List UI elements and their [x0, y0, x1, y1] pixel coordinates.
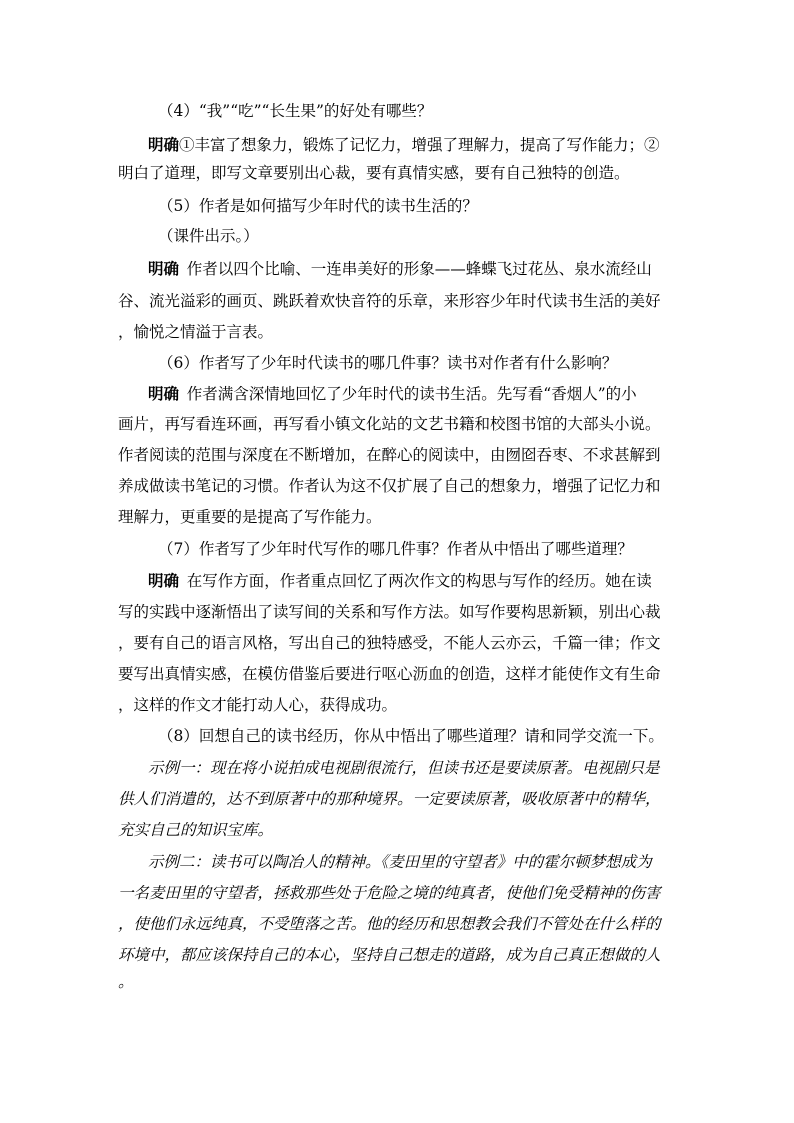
example-2-line-2: 一名麦田里的守望者，拯救那些处于危险之境的纯真者，使他们免受精神的伤害	[118, 884, 661, 902]
example-label: 示例二：	[148, 853, 211, 871]
answer-label: 明确	[148, 385, 180, 403]
answer-label: 明确	[148, 136, 180, 154]
answer-6-line-1: 明确 作者满含深情地回忆了少年时代的读书生活。先写看“香烟人”的小	[148, 385, 637, 403]
question-5: （5）作者是如何描写少年时代的读书生活的？	[158, 197, 478, 215]
answer-6-line-2: 画片，再写看连环画，再写看小镇文化站的文艺书籍和校图书馆的大部头小说。	[118, 415, 661, 433]
answer-4-line-1: 明确①丰富了想象力，锻炼了记忆力，增强了理解力，提高了写作能力；②	[148, 136, 660, 154]
answer-7-line-4: 要写出真情实感，在模仿借鉴后要进行呕心沥血的创造，这样才能使作文有生命	[118, 665, 661, 683]
example-2-line-5: 。	[118, 973, 134, 991]
example-1-line-2: 供人们消遣的，达不到原著中的那种境界。一定要读原著，吸收原著中的精华，	[118, 790, 661, 808]
answer-7-line-1: 明确 在写作方面，作者重点回忆了两次作文的构思与写作的经历。她在读	[148, 572, 652, 590]
answer-label: 明确	[148, 572, 180, 590]
example-2-line-1: 示例二：读书可以陶冶人的精神。《麦田里的守望者》中的霍尔顿梦想成为	[148, 853, 652, 871]
example-2-line-3: ，使他们永远纯真，不受堕落之苦。他的经历和思想教会我们不管处在什么样的	[118, 915, 661, 933]
answer-6-line-3: 作者阅读的范围与深度在不断增加，在醉心的阅读中，由囫囵吞枣、不求甚解到	[118, 446, 661, 464]
question-6: （6）作者写了少年时代读书的哪几件事？读书对作者有什么影响？	[158, 354, 618, 372]
question-4: （4）“我”“吃”“长生果”的好处有哪些？	[158, 102, 433, 120]
answer-7-line-3: ，要有自己的语言风格，写出自己的独特感受，不能人云亦云，千篇一律；作文	[118, 634, 661, 652]
example-1-line-3: 充实自己的知识宝库。	[118, 821, 274, 839]
answer-5-line-2: 谷、流光溢彩的画页、跳跃着欢快音符的乐章，来形容少年时代读书生活的美好	[118, 292, 661, 310]
answer-7-line-2: 写的实践中逐渐悟出了读写间的关系和写作方法。如写作要构思新颖，别出心裁	[118, 603, 661, 621]
answer-4-line-2: 明白了道理，即写文章要别出心裁，要有真情实感，要有自己独特的创造。	[118, 164, 630, 182]
answer-label: 明确	[148, 260, 180, 278]
question-8: （8）回想自己的读书经历，你从中悟出了哪些道理？请和同学交流一下。	[158, 727, 664, 745]
answer-5-line-1: 明确 作者以四个比喻、一连串美好的形象——蜂蝶飞过花丛、泉水流经山	[148, 260, 652, 278]
answer-6-line-5: 理解力，更重要的是提高了写作能力。	[118, 508, 382, 526]
answer-6-line-4: 养成做读书笔记的习惯。作者认为这不仅扩展了自己的想象力，增强了记忆力和	[118, 477, 661, 495]
answer-5-line-3: ，愉悦之情溢于言表。	[118, 323, 274, 341]
example-2-line-4: 环境中，都应该保持自己的本心，坚持自己想走的道路，成为自己真正想做的人	[118, 946, 661, 964]
example-1-line-1: 示例一：现在将小说拍成电视剧很流行，但读书还是要读原著。电视剧只是	[148, 759, 660, 777]
example-label: 示例一：	[148, 759, 211, 777]
question-7: （7）作者写了少年时代写作的哪几件事？作者从中悟出了哪些道理？	[158, 540, 633, 558]
note-5: （课件出示。）	[158, 227, 259, 245]
answer-7-line-5: ，这样的作文才能打动人心，获得成功。	[118, 696, 398, 714]
